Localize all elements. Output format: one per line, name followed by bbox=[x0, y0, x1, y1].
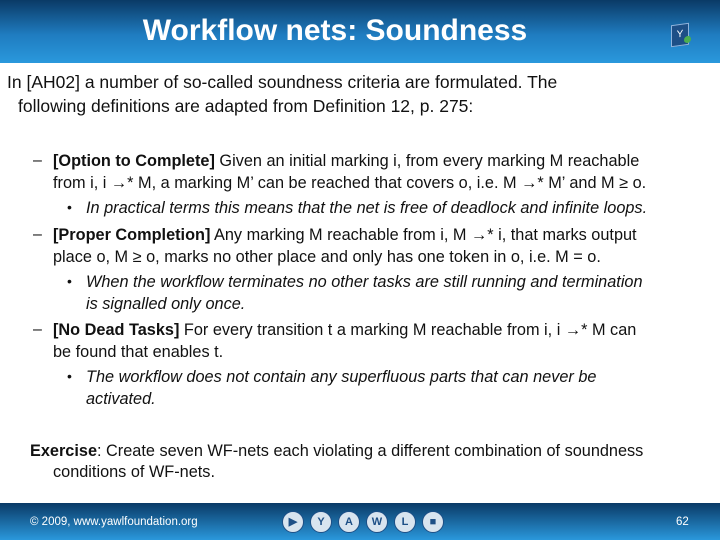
exercise-text-2: conditions of WF-nets. bbox=[53, 463, 215, 481]
exercise-text: Exercise: Create seven WF-nets each violating a different combination of soundness bbox=[30, 442, 644, 460]
criterion-note: In practical terms this means that the net is free of deadlock and infinite loops. bbox=[86, 199, 648, 217]
bullet-dot: • bbox=[67, 368, 72, 384]
yawl-logo-icon: Y bbox=[671, 23, 689, 48]
intro-line-2: following definitions are adapted from Definition 12, p. 275: bbox=[18, 96, 474, 116]
intro-line-1: In [AH02] a number of so-called soundness criteria are formulated. The bbox=[7, 72, 558, 92]
page-number: 62 bbox=[676, 516, 689, 528]
nav-a-button[interactable]: A bbox=[338, 511, 360, 533]
footer-bar bbox=[0, 503, 720, 540]
dash-bullet: – bbox=[33, 321, 42, 338]
bullet-dot: • bbox=[67, 199, 72, 215]
stop-button[interactable]: ■ bbox=[422, 511, 444, 533]
criterion-proper-completion: [Proper Completion] Any marking M reachable from i, M →* i, that marks output bbox=[53, 226, 637, 244]
criterion-note: is signalled only once. bbox=[86, 295, 246, 313]
nav-w-button[interactable]: W bbox=[366, 511, 388, 533]
criterion-option-to-complete: [Option to Complete] Given an initial marking i, from every marking M reachable bbox=[53, 152, 640, 170]
criterion-text: be found that enables t. bbox=[53, 343, 224, 361]
criterion-no-dead-tasks: [No Dead Tasks] For every transition t a marking M reachable from i, i →* M can bbox=[53, 321, 637, 339]
header-bar bbox=[0, 0, 720, 63]
nav-l-button[interactable]: L bbox=[394, 511, 416, 533]
criterion-text: place o, M ≥ o, marks no other place and only has one token in o, i.e. M = o. bbox=[53, 248, 601, 266]
dash-bullet: – bbox=[33, 152, 42, 169]
criterion-note: activated. bbox=[86, 390, 156, 408]
copyright: © 2009, www.yawlfoundation.org bbox=[30, 516, 198, 528]
dash-bullet: – bbox=[33, 226, 42, 243]
criterion-note: The workflow does not contain any superfluous parts that can never be bbox=[86, 368, 597, 386]
bullet-dot: • bbox=[67, 273, 72, 289]
nav-y-button[interactable]: Y bbox=[310, 511, 332, 533]
criterion-text: from i, i →* M, a marking M’ can be reached that covers o, i.e. M →* M’ and M ≥ o. bbox=[53, 174, 647, 192]
slide-title: Workflow nets: Soundness bbox=[142, 14, 528, 47]
play-button[interactable]: ▶ bbox=[282, 511, 304, 533]
criterion-note: When the workflow terminates no other tasks are still running and termination bbox=[86, 273, 643, 291]
yawl-nav bbox=[282, 511, 444, 533]
